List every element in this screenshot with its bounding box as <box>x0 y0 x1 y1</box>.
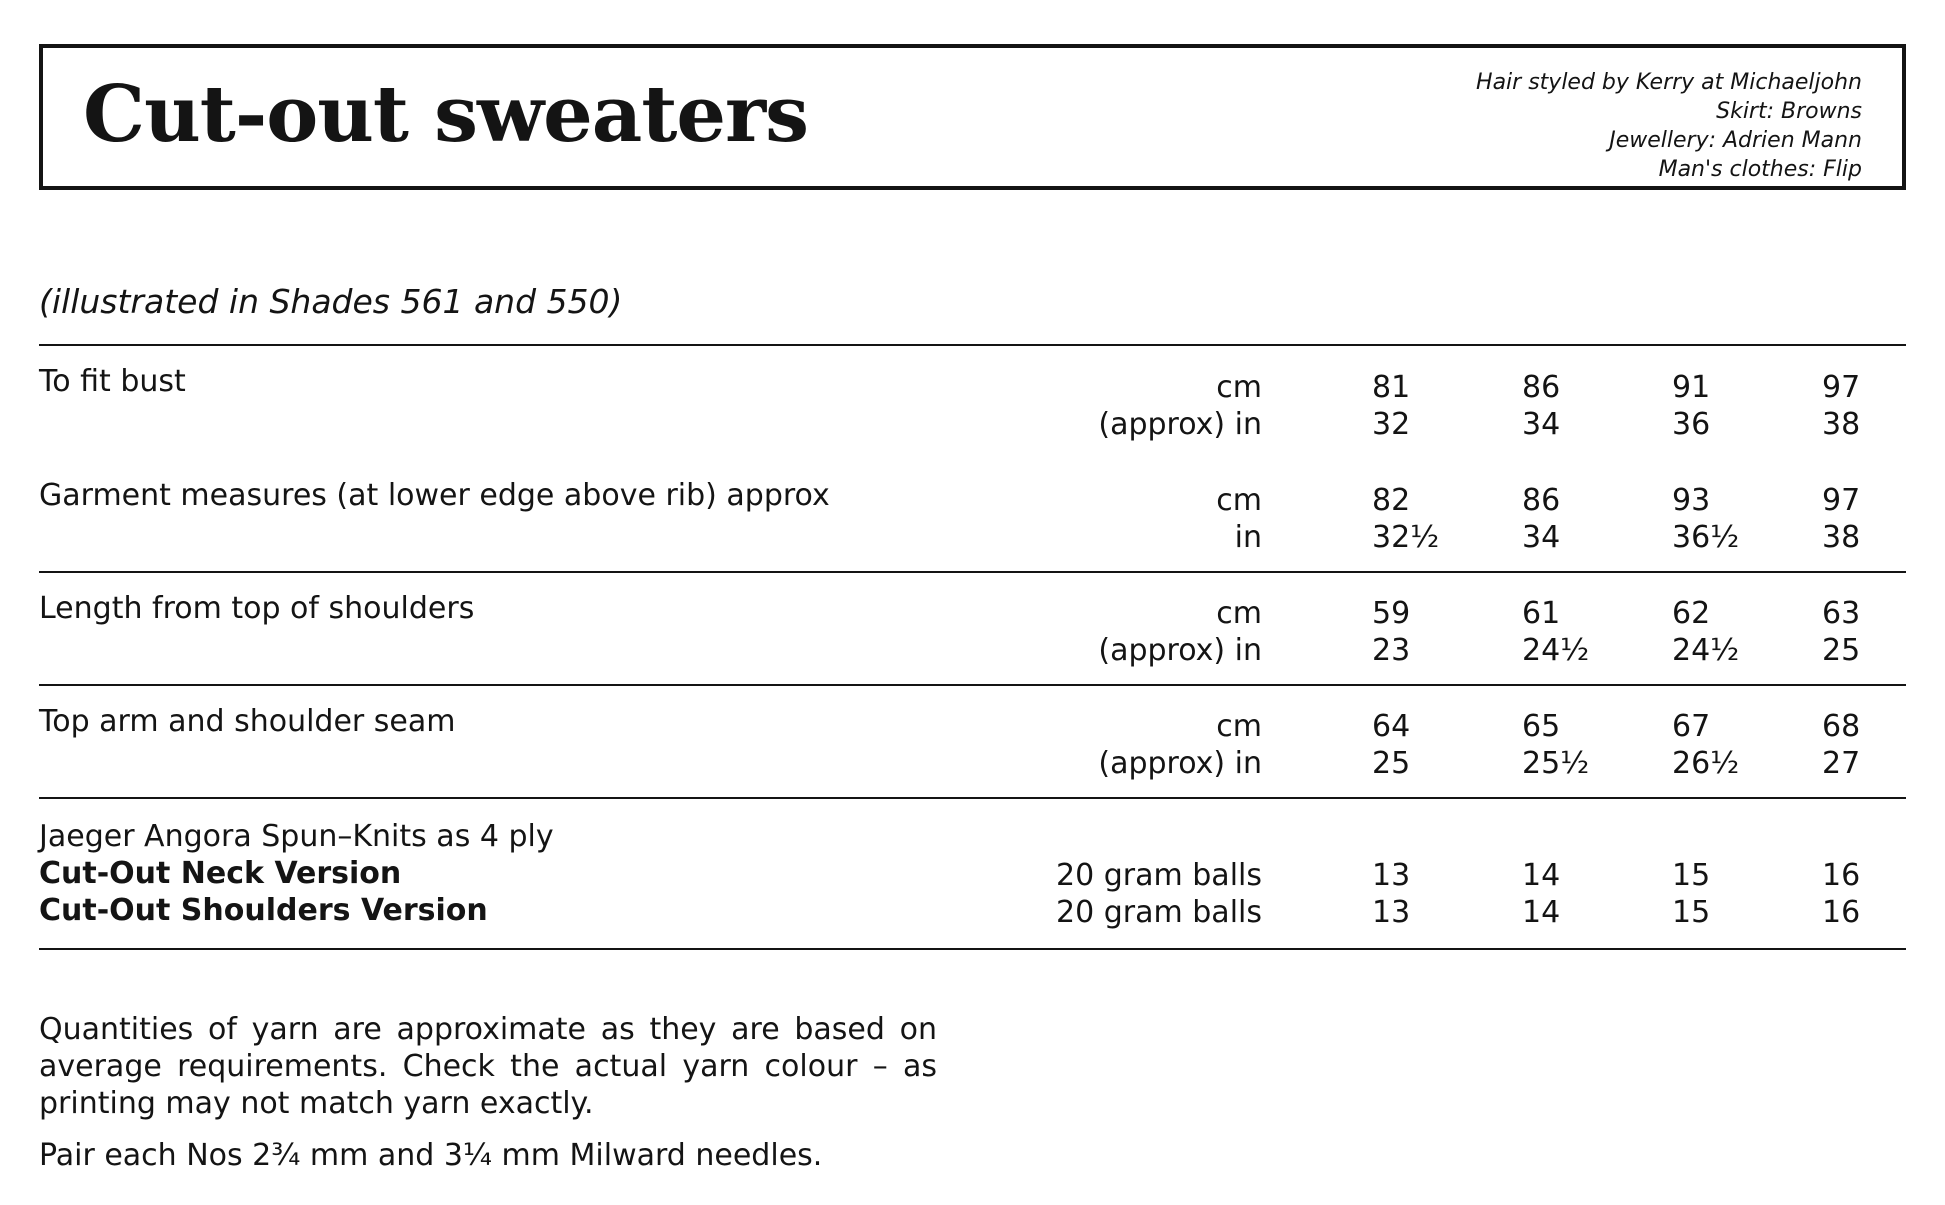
size-value: 62 <box>1672 596 1711 631</box>
version-label: Cut-Out Shoulders Version <box>39 893 488 928</box>
unit-label: in <box>1234 520 1262 555</box>
credit-mens-clothes: Man's clothes: Flip <box>1658 157 1862 182</box>
section-label: To fit bust <box>39 364 186 399</box>
yarn-label: Jaeger Angora Spun–Knits as 4 ply <box>39 819 554 854</box>
unit-label: 20 gram balls <box>1056 895 1262 930</box>
ball-count: 15 <box>1672 858 1711 893</box>
table-top-rule <box>39 344 1906 346</box>
size-value: 38 <box>1822 407 1861 442</box>
size-value: 86 <box>1522 483 1561 518</box>
unit-label: (approx) in <box>1098 407 1262 442</box>
version-label: Cut-Out Neck Version <box>39 856 402 891</box>
size-value: 36½ <box>1672 520 1740 555</box>
size-value: 91 <box>1672 370 1711 405</box>
unit-label: cm <box>1216 370 1262 405</box>
unit-label: 20 gram balls <box>1056 858 1262 893</box>
ball-count: 16 <box>1822 895 1861 930</box>
size-value: 82 <box>1372 483 1411 518</box>
section-label: Top arm and shoulder seam <box>39 704 456 739</box>
size-value: 26½ <box>1672 746 1740 781</box>
size-value: 65 <box>1522 709 1561 744</box>
size-value: 67 <box>1672 709 1711 744</box>
size-value: 81 <box>1372 370 1411 405</box>
size-value: 93 <box>1672 483 1711 518</box>
page-title: Cut-out sweaters <box>83 69 808 160</box>
unit-label: (approx) in <box>1098 746 1262 781</box>
title-box <box>39 44 1906 190</box>
credit-jewellery: Jewellery: Adrien Mann <box>1609 128 1862 153</box>
credit-hair: Hair styled by Kerry at Michaeljohn <box>1476 70 1862 95</box>
unit-label: cm <box>1216 596 1262 631</box>
ball-count: 13 <box>1372 895 1411 930</box>
unit-label: (approx) in <box>1098 633 1262 668</box>
size-value: 38 <box>1822 520 1861 555</box>
size-value: 97 <box>1822 483 1861 518</box>
size-value: 86 <box>1522 370 1561 405</box>
ball-count: 16 <box>1822 858 1861 893</box>
section-rule <box>39 684 1906 686</box>
unit-label: cm <box>1216 483 1262 518</box>
size-value: 25 <box>1822 633 1861 668</box>
size-value: 32 <box>1372 407 1411 442</box>
subtitle: (illustrated in Shades 561 and 550) <box>39 282 623 321</box>
table-bottom-rule <box>39 948 1906 950</box>
size-value: 24½ <box>1672 633 1740 668</box>
size-value: 68 <box>1822 709 1861 744</box>
ball-count: 14 <box>1522 895 1561 930</box>
section-label: Length from top of shoulders <box>39 591 475 626</box>
size-value: 27 <box>1822 746 1861 781</box>
ball-count: 14 <box>1522 858 1561 893</box>
ball-count: 15 <box>1672 895 1711 930</box>
size-value: 25½ <box>1522 746 1590 781</box>
size-value: 61 <box>1522 596 1561 631</box>
unit-label: cm <box>1216 709 1262 744</box>
size-value: 63 <box>1822 596 1861 631</box>
size-value: 59 <box>1372 596 1411 631</box>
size-value: 24½ <box>1522 633 1590 668</box>
size-value: 34 <box>1522 520 1561 555</box>
needles-note: Pair each Nos 2¾ mm and 3¼ mm Milward needles. <box>39 1138 823 1173</box>
credit-skirt: Skirt: Browns <box>1716 99 1862 124</box>
size-value: 64 <box>1372 709 1411 744</box>
size-value: 97 <box>1822 370 1861 405</box>
ball-count: 13 <box>1372 858 1411 893</box>
section-rule <box>39 797 1906 799</box>
size-value: 25 <box>1372 746 1411 781</box>
credits <box>1476 68 1862 184</box>
section-label: Garment measures (at lower edge above rib) approx <box>39 478 830 513</box>
size-value: 36 <box>1672 407 1711 442</box>
size-value: 34 <box>1522 407 1561 442</box>
size-value: 32½ <box>1372 520 1440 555</box>
section-rule <box>39 571 1906 573</box>
yarn-notes: Quantities of yarn are approximate as they are based on average requirements. Check the actual yarn colour – as printing may not match yarn exactly. <box>39 1012 937 1121</box>
size-value: 23 <box>1372 633 1411 668</box>
